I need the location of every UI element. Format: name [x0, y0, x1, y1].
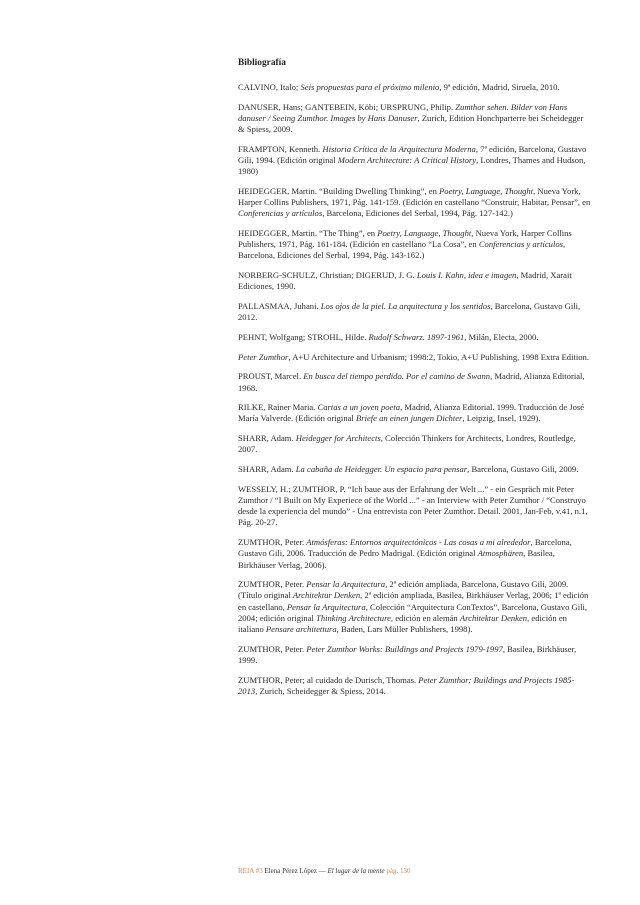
footer-author: Elena Pérez López: [264, 867, 317, 875]
entry-title-segment: Pensare architettura: [265, 624, 337, 635]
entry-text-segment: , A+U Architecture and Urbanism; 1998:2, Tokio, A+U Publishing, 1998 Extra Edition.: [288, 351, 589, 362]
entry-text-segment: ZUMTHOR, Peter; al cuidado de Durisch, Thomas.: [238, 674, 419, 685]
entry-text-segment: , edición en alemán: [390, 612, 460, 623]
entry-text-segment: , Barcelona, Gustavo Gili, 2006. Traducción de Pedro Madrigal. (Edición original: [238, 537, 572, 559]
entry-title-segment: Conferencias y artículos: [478, 239, 563, 250]
entry-title-segment: Seis propuestas para el próximo milenio: [300, 82, 440, 92]
entry-title-segment: Poetry, Language, Thought: [377, 228, 472, 239]
entry-title-segment: Peter Zumthor: Buildings and Projects 1985-2013: [238, 674, 575, 696]
entry-text-segment: , Zurich, Edition Honchparterre bei Scheidegger & Spiess, 2009.: [238, 112, 584, 135]
entry-text-segment: WESSELY, H.; ZUMTHOR, P. “Ich baue aus der Erfahrung der Welt ...” - ein Gespräch mit Peter Zumthor / “I Built on My Experiece of the World ...” - an Interview with Peter Zumthor / “Construyo desde la experiencia del mundo” - Una entrevista con Peter Zumthor. Detail. 2001, Jan-Feb, v.41, n.1, Pág. 20-27.: [238, 483, 588, 528]
entry-text-segment: ZUMTHOR, Peter.: [238, 643, 307, 654]
entry-text-segment: SHARR, Adam.: [238, 433, 296, 444]
entry-text-segment: , Leipzig, Insel, 1929).: [462, 413, 541, 424]
page-footer: [238, 867, 410, 875]
entry-title-segment: En busca del tiempo perdido. Por el camino de Swann: [303, 371, 491, 382]
bibliography-entry: [238, 102, 592, 136]
entry-text-segment: , edición en italiano: [238, 612, 567, 635]
entry-title-segment: Atmosphären: [477, 548, 524, 559]
entry-text-segment: NORBERG-SCHULZ, Christian; DIGERUD, J. G.: [238, 270, 417, 281]
entry-text-segment: , Barcelona, Gustavo Gili, 2009.: [467, 464, 579, 475]
entry-text-segment: , Barcelona, Gustavo Gili, 2012.: [238, 301, 581, 323]
bibliography-entry: [238, 402, 592, 424]
bibliography-entry: [238, 537, 592, 571]
bibliography-entry: [238, 228, 592, 262]
entry-title-segment: Peter Zumthor: [238, 351, 289, 362]
bibliography: [238, 58, 592, 706]
entry-text-segment: , Colección Thinkers for Architects, Londres, Routledge, 2007.: [238, 433, 576, 455]
entry-title-segment: Pensar la Arquitectura: [286, 601, 366, 612]
entry-text-segment: SHARR, Adam.: [238, 464, 296, 475]
entry-text-segment: HEIDEGGER, Martin. “The Thing”, en: [238, 228, 378, 239]
entry-text-segment: ZUMTHOR, Peter.: [238, 579, 307, 590]
entry-text-segment: , 9ª edición, Madrid, Siruela, 2010.: [439, 82, 560, 92]
entry-text-segment: , Londres, Thames and Hudson, 1980): [238, 155, 586, 177]
entry-title-segment: Historia Crítica de la Arquitectura Moderna: [322, 143, 476, 154]
entry-title-segment: Architektur Denken: [459, 612, 528, 623]
bibliography-entry: [238, 301, 592, 323]
entry-title-segment: Cartas a un joven poeta: [317, 402, 401, 413]
entry-title-segment: Poetry, Language, Thought: [439, 185, 534, 196]
entry-title-segment: Briefe an einen jungen Dichter: [355, 413, 463, 424]
bibliography-entry: [238, 352, 592, 363]
bibliography-heading: Bibliografía: [238, 58, 286, 68]
entry-text-segment: , Madrid, Alianza Editorial. 1999. Traducción de José María Valverde. (Edición original: [238, 402, 585, 424]
entry-title-segment: Conferencias y artículos: [238, 208, 323, 219]
entry-title-segment: Los ojos de la piel. La arquitectura y los sentidos: [320, 301, 491, 312]
entry-text-segment: , Barcelona, Ediciones del Serbal, 1994, Pág. 127-142.): [322, 208, 513, 219]
entry-text-segment: , Nueva York, Harper Collins Publishers, 1971, Pág. 161-184. (Edición en castellano “La Cosa”, en: [238, 228, 572, 250]
entry-text-segment: , Baden, Lars Müller Publishers, 1998).: [336, 624, 473, 635]
entry-text-segment: DANUSER, Hans; GANTEBEIN, Köbi; URSPRUNG, Philip.: [238, 101, 456, 112]
entry-text-segment: RILKE, Rainer Maria.: [238, 402, 318, 413]
entry-text-segment: , Madrid, Xarait Ediciones, 1990.: [238, 270, 572, 292]
entry-text-segment: , Basilea, Birkhäuser Verlag, 2006).: [238, 548, 555, 570]
entry-title-segment: Architektur Denken: [292, 590, 361, 601]
bibliography-entry: [238, 579, 592, 635]
entry-text-segment: PROUST, Marcel.: [238, 371, 304, 382]
bibliography-entry: [238, 675, 592, 697]
bibliography-entry: [238, 433, 592, 455]
entry-text-segment: PALLASMAA, Juhani.: [238, 301, 321, 312]
footer-page-number: pág. 130: [386, 867, 411, 875]
entry-text-segment: , 7ª edición, Barcelona, Gustavo Gili, 1994. (Edición original: [238, 143, 587, 166]
entry-title-segment: Heidegger for Architects: [295, 433, 381, 444]
entry-text-segment: PEHNT, Wolfgang; STROHL, Hilde.: [238, 331, 369, 342]
entry-title-segment: Atmósferas: Entornos arquitectónicos - Las cosas a mi alrededor: [306, 537, 531, 548]
entry-title-segment: Pensar la Arquitectura: [306, 579, 386, 590]
footer-separator: —: [316, 867, 328, 875]
footer-title: El lugar de la mente: [327, 867, 385, 875]
bibliography-list: [238, 82, 592, 697]
entry-title-segment: Thinking Architecture: [316, 612, 391, 623]
entry-text-segment: , 2ª edición ampliada, Barcelona, Gustavo Gili, 2009. (Título original: [238, 579, 569, 601]
entry-text-segment: FRAMPTON, Kenneth.: [238, 143, 323, 154]
entry-title-segment: La cabaña de Heidegger. Un espacio para pensar: [295, 464, 468, 475]
entry-title-segment: Rudolf Schwarz. 1897-1961: [368, 331, 465, 342]
bibliography-entry: [238, 82, 592, 93]
entry-text-segment: , Basilea, Birkhäuser, 1999.: [238, 643, 577, 665]
entry-title-segment: Modern Architecture: A Critical History: [337, 155, 477, 166]
entry-text-segment: , Nueva York, Harper Collins Publishers, 1971, Pág. 141-159. (Edición en castellano “Construir, Habitar, Pensar”, en: [238, 185, 591, 208]
bibliography-entry: [238, 464, 592, 475]
entry-text-segment: , 2ª edición ampliada, Basilea, Birkhäuser Verlag, 2006; 1ª edición en castellano,: [238, 590, 589, 612]
bibliography-entry: [238, 144, 592, 178]
entry-text-segment: CALVINO, Italo;: [238, 82, 301, 92]
bibliography-entry: [238, 332, 592, 343]
bibliography-entry: [238, 270, 592, 292]
bibliography-entry: [238, 186, 592, 220]
entry-text-segment: , Zurich, Scheidegger & Spiess, 2014.: [255, 685, 386, 696]
entry-text-segment: , Madrid, Alianza Editorial, 1968.: [238, 371, 585, 393]
bibliography-entry: [238, 371, 592, 393]
bibliography-entry: [238, 484, 592, 529]
footer-journal: REIA #3: [238, 867, 263, 875]
entry-title-segment: Louis I. Kahn, idea e imagen: [416, 270, 517, 281]
entry-text-segment: , Barcelona, Ediciones del Serbal, 1994, Pág. 143-162.): [238, 239, 566, 261]
entry-title-segment: Zumthor sehen. Bilder von Hans danuser / Seeing Zumthor. Images by Hans Danuser: [238, 101, 568, 123]
entry-text-segment: , Colección “Arquitectura ConTextos”, Barcelona, Gustavo Gili, 2004; edición original: [238, 601, 588, 623]
entry-text-segment: , Milán, Electa, 2000.: [464, 331, 539, 342]
entry-text-segment: HEIDEGGER, Martin. “Building Dwelling Thinking”, en: [238, 185, 440, 196]
bibliography-entry: [238, 644, 592, 666]
entry-title-segment: Peter Zumthor Works: Buildings and Projects 1979-1997: [306, 643, 503, 654]
entry-text-segment: ZUMTHOR, Peter.: [238, 537, 307, 548]
